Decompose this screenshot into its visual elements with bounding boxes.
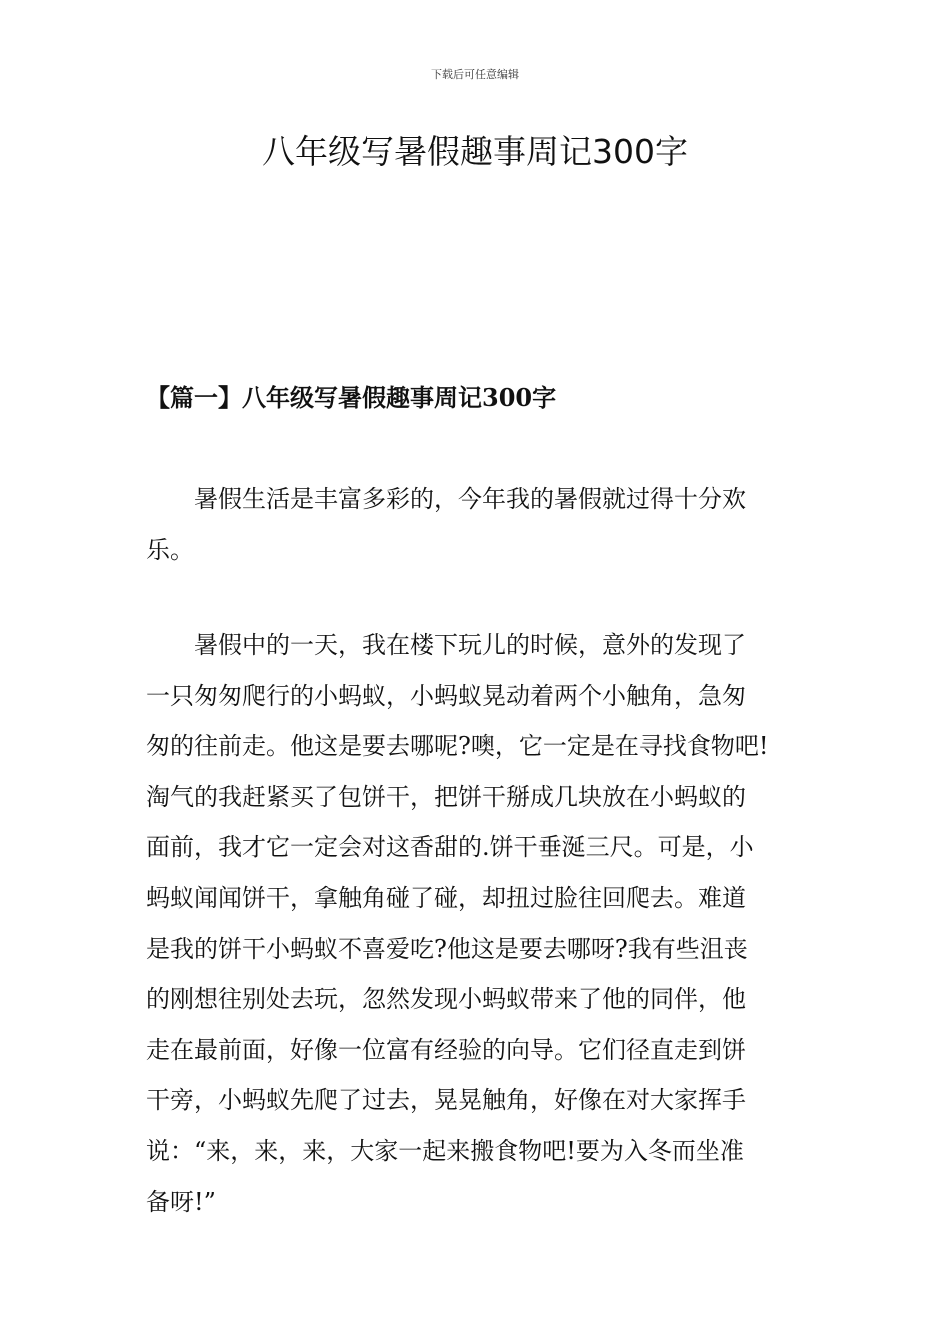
paragraph-line: 备呀!” xyxy=(146,1187,216,1216)
paragraph-line: 走在最前面，好像一位富有经验的向导。它们径直走到饼 xyxy=(146,1035,746,1064)
paragraph-2 xyxy=(146,620,806,1227)
paragraph-1 xyxy=(146,474,806,575)
header-note: 下载后可任意编辑 xyxy=(431,68,519,81)
section-heading: 【篇一】八年级写暑假趣事周记300字 xyxy=(146,383,557,412)
paragraph-line: 是我的饼干小蚂蚁不喜爱吃?他这是要去哪呀?我有些沮丧 xyxy=(146,934,748,963)
paragraph-line: 暑假生活是丰富多彩的，今年我的暑假就过得十分欢 xyxy=(146,485,746,513)
paragraph-line: 干旁，小蚂蚁先爬了过去，晃晃触角，好像在对大家挥手 xyxy=(146,1086,746,1115)
document-title: 八年级写暑假趣事周记300字 xyxy=(262,132,688,171)
paragraph-line: 一只匆匆爬行的小蚂蚁，小蚂蚁晃动着两个小触角，急匆 xyxy=(146,681,746,710)
paragraph-line: 的刚想往别处去玩，忽然发现小蚂蚁带来了他的同伴，他 xyxy=(146,985,746,1014)
paragraph-line: 说：“来，来，来，大家一起来搬食物吧!要为入冬而坐准 xyxy=(146,1136,744,1165)
paragraph-line: 乐。 xyxy=(146,535,194,564)
paragraph-line: 蚂蚁闻闻饼干，拿触角碰了碰，却扭过脸往回爬去。难道 xyxy=(146,883,746,912)
paragraph-line: 面前，我才它一定会对这香甜的.饼干垂涎三尺。可是，小 xyxy=(146,833,754,862)
paragraph-line: 暑假中的一天，我在楼下玩儿的时候，意外的发现了 xyxy=(146,631,746,659)
paragraph-line: 淘气的我赶紧买了包饼干，把饼干掰成几块放在小蚂蚁的 xyxy=(146,782,746,811)
paragraph-line: 匆的往前走。他这是要去哪呢?噢，它一定是在寻找食物吧! xyxy=(146,732,769,761)
